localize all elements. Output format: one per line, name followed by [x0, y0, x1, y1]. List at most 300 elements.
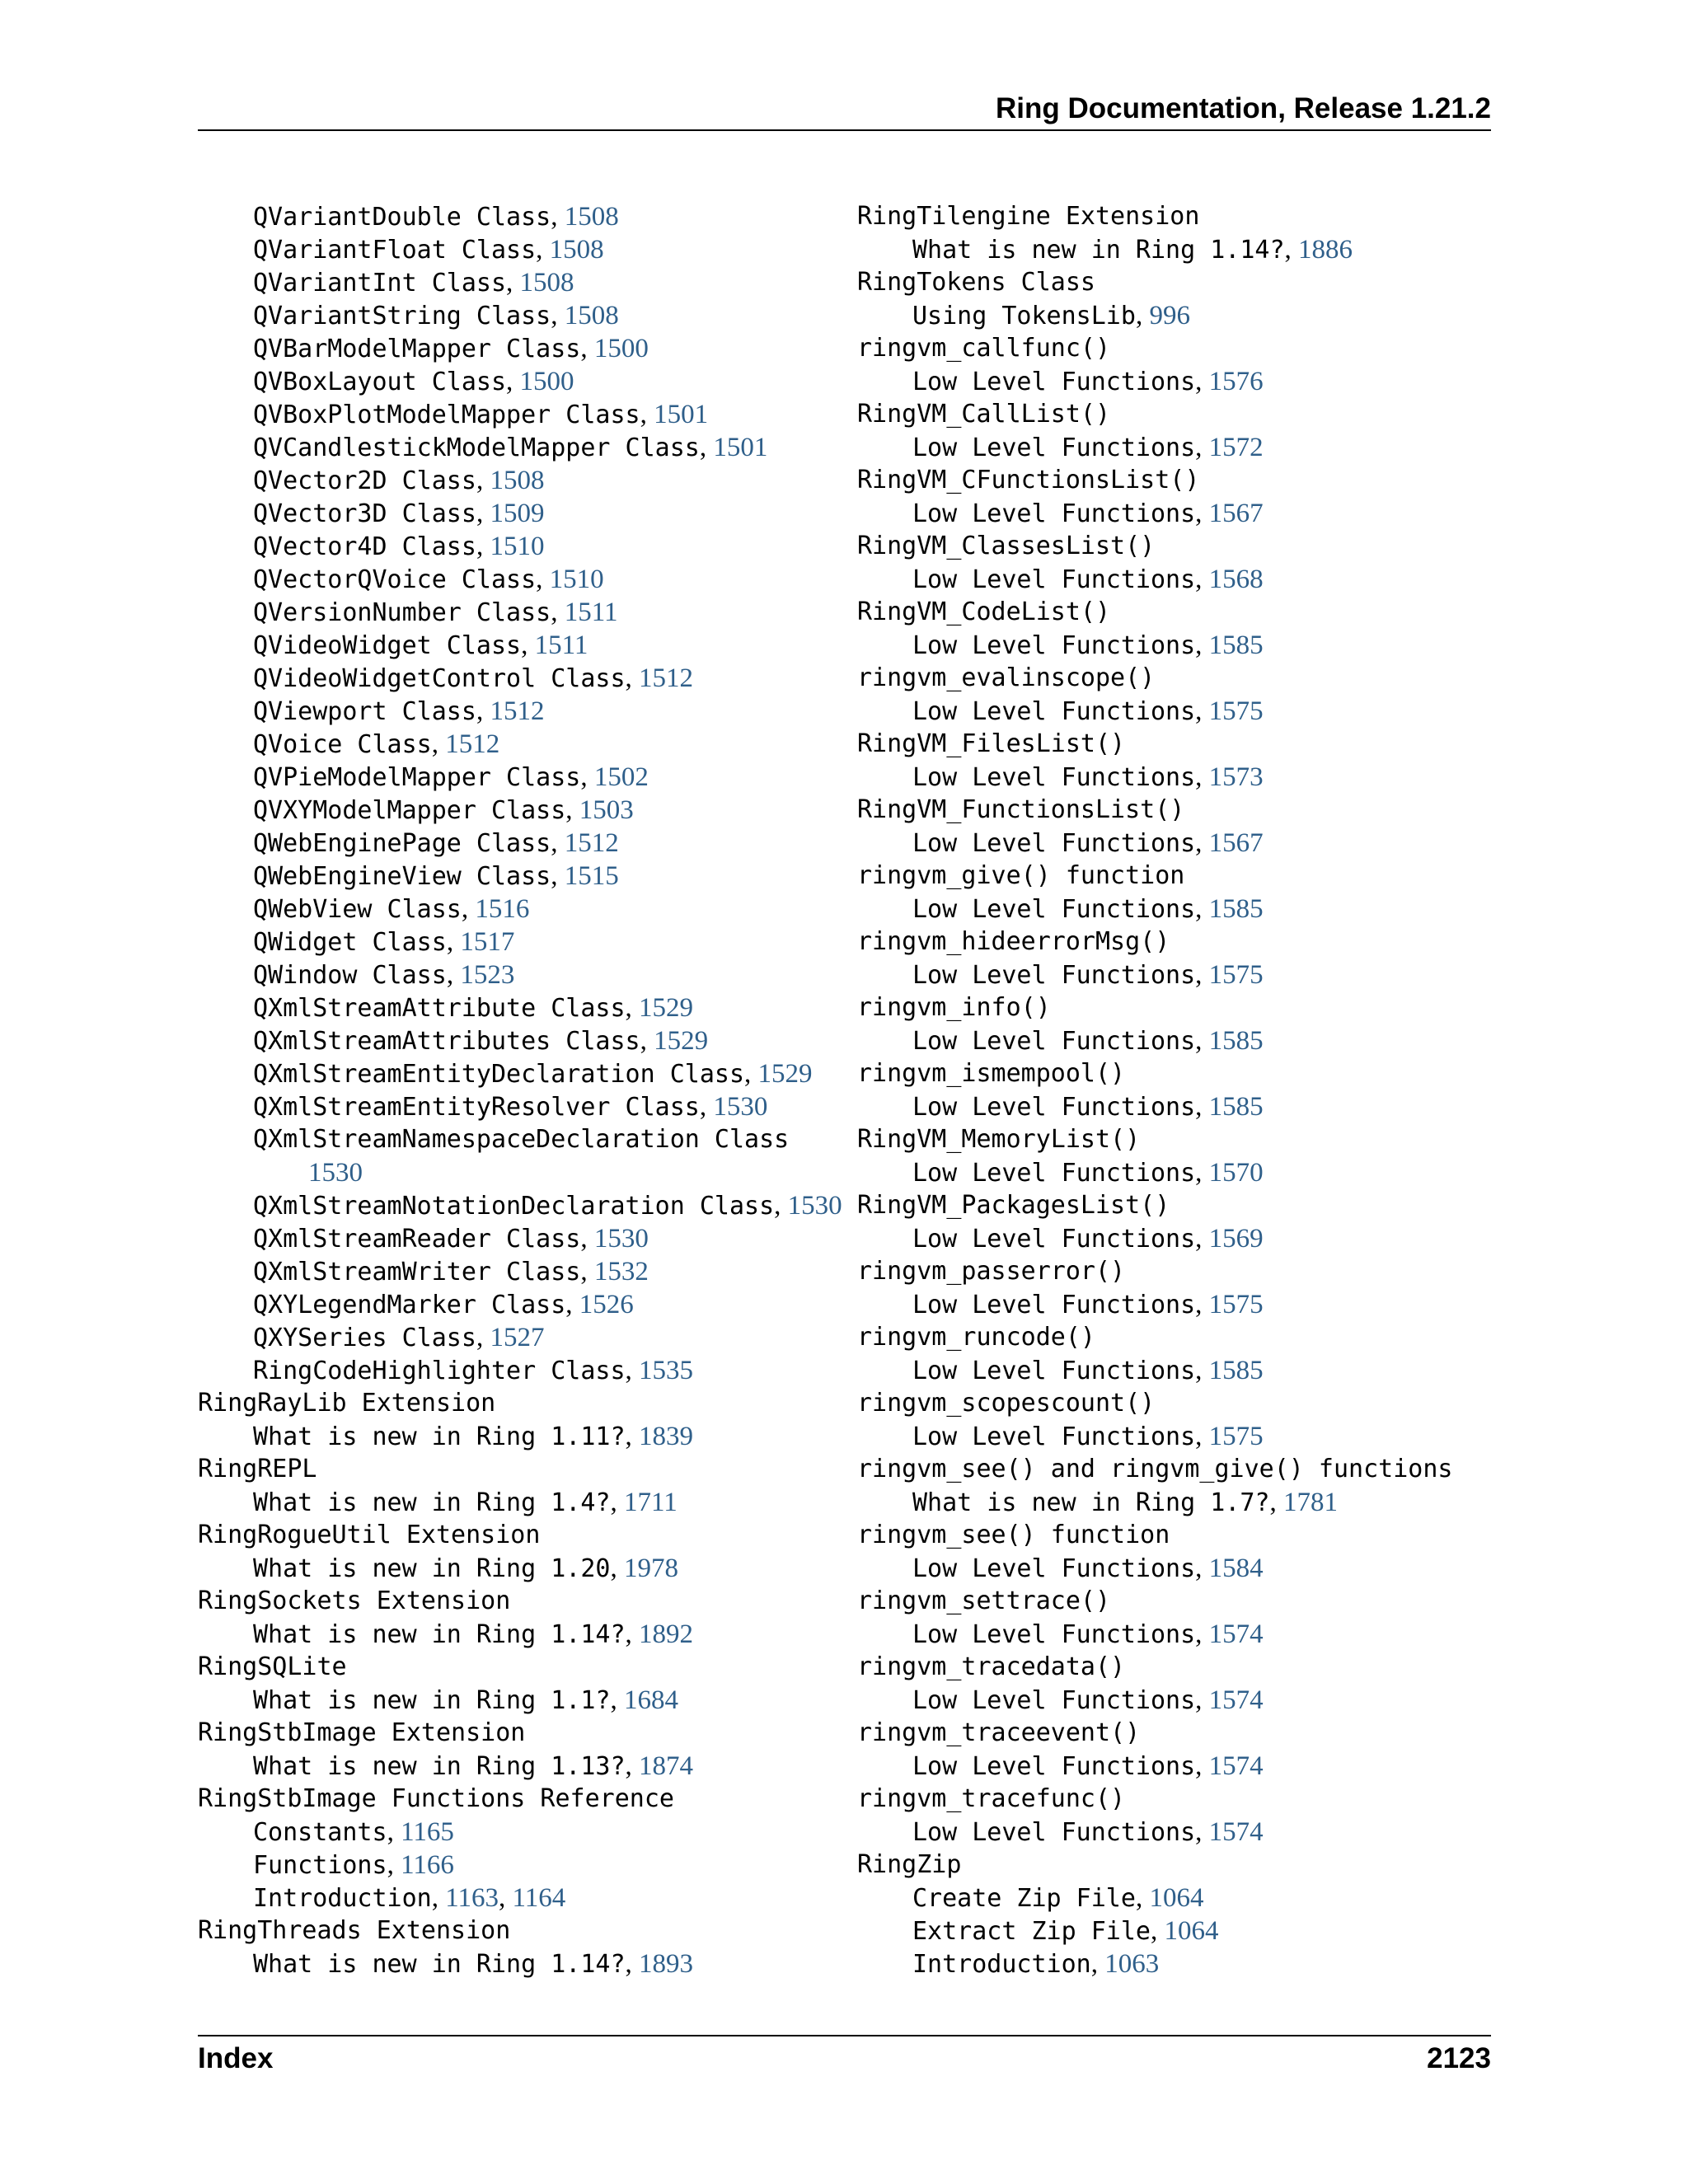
index-entry: [857, 1222, 1500, 1255]
index-term: QVector4D Class: [253, 532, 476, 561]
index-term: QVCandlestickModelMapper Class: [253, 434, 700, 462]
index-entry: [198, 1420, 841, 1453]
index-entry: [857, 991, 1500, 1024]
separator: ,: [476, 696, 490, 726]
index-term: QVectorQVoice Class: [253, 565, 537, 594]
index-entry: [857, 1123, 1500, 1156]
page-link[interactable]: 1530: [787, 1191, 842, 1221]
separator: ,: [431, 729, 446, 759]
page-link[interactable]: 1585: [1208, 1356, 1264, 1385]
page-link[interactable]: 1584: [1208, 1554, 1264, 1583]
separator: ,: [580, 334, 594, 363]
index-term: RingVM_ClassesList(): [857, 532, 1156, 560]
index-term: Extract Zip File: [912, 1917, 1151, 1946]
index-term: QXmlStreamReader Class: [253, 1225, 581, 1254]
page-link[interactable]: 1572: [1208, 433, 1264, 462]
page-link[interactable]: 1576: [1208, 367, 1264, 396]
index-entry: [198, 1123, 841, 1156]
index-entry: [857, 1387, 1500, 1420]
index-term: What is new in Ring 1.20: [253, 1554, 611, 1583]
index-term: ringvm_see() and ringvm_give() functions: [857, 1455, 1453, 1483]
index-entry: [198, 860, 841, 893]
separator: ,: [1195, 762, 1209, 792]
index-term: RingVM_CodeList(): [857, 598, 1111, 626]
index-term: ringvm_settrace(): [857, 1586, 1111, 1615]
index-term: Low Level Functions: [912, 1422, 1196, 1451]
separator: ,: [506, 367, 520, 396]
separator: ,: [565, 1290, 579, 1319]
index-term: QVariantDouble Class: [253, 203, 551, 232]
separator: ,: [1090, 1949, 1105, 1979]
index-term: QVector3D Class: [253, 499, 476, 528]
index-entry: [857, 1882, 1500, 1915]
index-entry: [198, 497, 841, 530]
page-link[interactable]: 1585: [1208, 894, 1264, 924]
page-link[interactable]: 1978: [623, 1554, 678, 1583]
page-link[interactable]: 1166: [401, 1850, 454, 1880]
index-entry: [198, 1057, 841, 1090]
index-term: QVector2D Class: [253, 466, 476, 495]
index-entry: [857, 893, 1500, 926]
separator: ,: [476, 466, 490, 495]
index-term: RingRogueUtil Extension: [198, 1521, 541, 1549]
index-entry: [857, 1420, 1500, 1453]
index-term: Low Level Functions: [912, 499, 1196, 528]
index-entry: [198, 1255, 841, 1288]
index-term: What is new in Ring 1.7?: [912, 1488, 1270, 1517]
page-link[interactable]: 1532: [593, 1257, 649, 1286]
footer-section-label: Index: [198, 2042, 274, 2074]
index-entry: [857, 629, 1500, 662]
separator: ,: [551, 861, 565, 891]
separator: ,: [699, 433, 714, 462]
index-entry: [198, 629, 841, 662]
index-entry: [857, 431, 1500, 464]
separator: ,: [580, 1224, 594, 1254]
page-link[interactable]: 1508: [519, 268, 574, 298]
page-link[interactable]: 1893: [639, 1949, 694, 1979]
index-entry: [198, 1354, 841, 1387]
index-term: QVersionNumber Class: [253, 598, 551, 627]
separator: ,: [1269, 1488, 1283, 1517]
index-term: Constants: [253, 1818, 387, 1847]
page-link[interactable]: 1509: [490, 499, 545, 528]
page-link[interactable]: 1165: [401, 1817, 454, 1847]
index-term: RingTilengine Extension: [857, 202, 1200, 231]
page-link[interactable]: 1508: [549, 235, 604, 265]
page-link[interactable]: 1064: [1149, 1883, 1204, 1913]
index-entry: [198, 1651, 841, 1684]
page-link[interactable]: 1574: [1208, 1751, 1264, 1781]
index-term: Low Level Functions: [912, 895, 1196, 924]
index-term: ringvm_ismempool(): [857, 1059, 1126, 1088]
separator: ,: [1150, 1916, 1165, 1946]
index-entry: [857, 1354, 1500, 1387]
page-link[interactable]: 1508: [564, 301, 619, 330]
page-link[interactable]: 1163: [445, 1883, 499, 1913]
page-link[interactable]: 1781: [1282, 1488, 1338, 1517]
page-link[interactable]: 1501: [713, 433, 768, 462]
index-entry: [198, 926, 841, 958]
index-term: ringvm_passerror(): [857, 1257, 1126, 1286]
index-entry: [198, 1552, 841, 1585]
separator: ,: [1135, 301, 1150, 330]
index-term: RingVM_MemoryList(): [857, 1125, 1141, 1154]
index-term: QVBoxPlotModelMapper Class: [253, 401, 640, 429]
page-link[interactable]: 1527: [490, 1323, 545, 1352]
page-link[interactable]: 1508: [564, 202, 619, 232]
separator: ,: [1195, 1422, 1209, 1451]
separator: ,: [387, 1850, 401, 1880]
separator: ,: [1195, 1026, 1209, 1056]
index-term: ringvm_runcode(): [857, 1323, 1095, 1352]
index-term: QVideoWidgetControl Class: [253, 664, 626, 693]
index-term: ringvm_hideerrorMsg(): [857, 927, 1170, 956]
page-link[interactable]: 1569: [1208, 1224, 1264, 1254]
index-entry: [198, 1024, 841, 1057]
index-entry: [857, 958, 1500, 991]
separator: ,: [744, 1059, 758, 1089]
separator: ,: [1195, 1685, 1209, 1715]
page-link[interactable]: 1523: [460, 960, 515, 990]
page-link[interactable]: 1575: [1208, 1422, 1264, 1451]
index-entry: [198, 1156, 841, 1189]
index-term: Low Level Functions: [912, 1291, 1196, 1319]
page-link[interactable]: 1516: [475, 894, 530, 924]
index-entry: [198, 563, 841, 596]
page-link[interactable]: 1512: [639, 663, 694, 693]
separator: ,: [625, 663, 640, 693]
separator: ,: [1195, 1751, 1209, 1781]
page-link[interactable]: 1574: [1208, 1619, 1264, 1649]
page-link[interactable]: 1508: [490, 466, 545, 495]
index-column-right: [857, 200, 1500, 1980]
separator: ,: [1195, 894, 1209, 924]
index-term: Low Level Functions: [912, 1093, 1196, 1122]
separator: ,: [625, 1949, 640, 1979]
index-term: Functions: [253, 1851, 387, 1880]
separator: ,: [476, 1323, 490, 1352]
index-entry: [857, 1189, 1500, 1222]
separator: ,: [551, 598, 565, 627]
index-term: QVBarModelMapper Class: [253, 335, 581, 363]
index-term: What is new in Ring 1.4?: [253, 1488, 611, 1517]
index-entry: [198, 1585, 841, 1618]
index-entry: [198, 1189, 841, 1222]
page-link[interactable]: 1503: [579, 795, 634, 825]
index-entry: [857, 1915, 1500, 1947]
page-link[interactable]: 1574: [1208, 1685, 1264, 1715]
index-term: ringvm_scopescount(): [857, 1389, 1156, 1418]
page-link[interactable]: 1530: [713, 1092, 768, 1122]
separator: ,: [1195, 565, 1209, 594]
index-entry: [857, 1618, 1500, 1651]
page-link[interactable]: 1530: [593, 1224, 649, 1254]
index-term: QVariantInt Class: [253, 269, 507, 298]
index-entry: [198, 1222, 841, 1255]
index-term: What is new in Ring 1.14?: [253, 1950, 626, 1979]
separator: ,: [506, 268, 520, 298]
index-entry: [857, 1024, 1500, 1057]
separator: ,: [610, 1685, 624, 1715]
page-link[interactable]: 1512: [445, 729, 500, 759]
page-link[interactable]: 1063: [1104, 1949, 1160, 1979]
index-term: QVideoWidget Class: [253, 631, 522, 660]
index-term: Using TokensLib: [912, 302, 1136, 330]
page-link[interactable]: 1573: [1208, 762, 1264, 792]
page-link[interactable]: 1684: [623, 1685, 678, 1715]
page-link[interactable]: 1711: [623, 1488, 678, 1517]
index-term: RingStbImage Functions Reference: [198, 1784, 674, 1813]
page-link[interactable]: 1575: [1208, 960, 1264, 990]
separator: ,: [1195, 499, 1209, 528]
index-entry: [857, 398, 1500, 431]
page-link[interactable]: 1517: [460, 927, 515, 957]
index-entry: [857, 1057, 1500, 1090]
page-link[interactable]: 1530: [308, 1158, 363, 1188]
index-entry: [857, 1585, 1500, 1618]
index-term: ringvm_tracedata(): [857, 1652, 1126, 1681]
index-term: ringvm_evalinscope(): [857, 663, 1156, 692]
index-entry: [198, 1849, 841, 1882]
index-entry: [857, 530, 1500, 563]
index-term: QVPieModelMapper Class: [253, 763, 581, 792]
page-link[interactable]: 1839: [639, 1422, 694, 1451]
index-entry: [857, 860, 1500, 893]
index-entry: [857, 563, 1500, 596]
index-term: QVXYModelMapper Class: [253, 796, 566, 825]
index-term: Low Level Functions: [912, 1752, 1196, 1781]
index-term: ringvm_tracefunc(): [857, 1784, 1126, 1813]
index-term: ringvm_info(): [857, 993, 1051, 1022]
page-link[interactable]: 1529: [757, 1059, 813, 1089]
page-link[interactable]: 1510: [490, 532, 545, 561]
index-term: QXmlStreamWriter Class: [253, 1258, 581, 1286]
page-link[interactable]: 1064: [1164, 1916, 1219, 1946]
index-entry: [857, 1288, 1500, 1321]
page-link[interactable]: 1502: [593, 762, 649, 792]
index-entry: [857, 1717, 1500, 1750]
separator: ,: [565, 795, 579, 825]
index-entry: [198, 332, 841, 365]
separator: ,: [476, 499, 490, 528]
separator: ,: [610, 1554, 624, 1583]
index-term: What is new in Ring 1.13?: [253, 1752, 626, 1781]
separator: ,: [536, 565, 550, 594]
index-entry: [857, 1090, 1500, 1123]
index-term: Low Level Functions: [912, 368, 1196, 396]
index-entry: [198, 431, 841, 464]
separator: ,: [1195, 696, 1209, 726]
page-link[interactable]: 1510: [549, 565, 604, 594]
page-link[interactable]: 1575: [1208, 696, 1264, 726]
page-link[interactable]: 1515: [564, 861, 619, 891]
index-term: Low Level Functions: [912, 1027, 1196, 1056]
index-entry: [857, 794, 1500, 827]
page-link[interactable]: 1529: [654, 1026, 709, 1056]
page-link[interactable]: 1511: [564, 598, 618, 627]
index-term: Low Level Functions: [912, 631, 1196, 660]
page-link[interactable]: 1567: [1208, 828, 1264, 858]
index-entry: [857, 1321, 1500, 1354]
index-entry: [198, 365, 841, 398]
separator: ,: [476, 532, 490, 561]
page-link[interactable]: 1164: [512, 1883, 566, 1913]
index-term: QViewport Class: [253, 697, 476, 726]
index-entry: [857, 1255, 1500, 1288]
index-term: Low Level Functions: [912, 1554, 1196, 1583]
separator: ,: [1195, 1356, 1209, 1385]
index-entry: [198, 1915, 841, 1947]
index-entry: [198, 991, 841, 1024]
index-term: RingThreads Extension: [198, 1916, 511, 1945]
separator: ,: [580, 1257, 594, 1286]
separator: ,: [1195, 1290, 1209, 1319]
page-link[interactable]: 1585: [1208, 1026, 1264, 1056]
page-link[interactable]: 1512: [564, 828, 619, 858]
index-term: Low Level Functions: [912, 1686, 1196, 1715]
page-link[interactable]: 1512: [490, 696, 545, 726]
footer-rule: [198, 2035, 1491, 2036]
index-entry: [198, 728, 841, 761]
index-entry: [198, 1816, 841, 1849]
index-term: RingVM_PackagesList(): [857, 1191, 1170, 1220]
index-term: QXmlStreamNotationDeclaration Class: [253, 1192, 775, 1221]
index-entry: [198, 761, 841, 794]
page-link[interactable]: 1585: [1208, 630, 1264, 660]
index-term: Low Level Functions: [912, 1620, 1196, 1649]
index-term: Low Level Functions: [912, 434, 1196, 462]
index-term: QXmlStreamNamespaceDeclaration Class: [253, 1125, 790, 1154]
index-entry: [857, 761, 1500, 794]
footer-page-number: 2123: [1427, 2042, 1491, 2074]
index-term: QXmlStreamEntityDeclaration Class: [253, 1060, 745, 1089]
index-entry: [198, 1288, 841, 1321]
index-entry: [857, 1486, 1500, 1519]
page-link[interactable]: 1500: [593, 334, 649, 363]
separator: ,: [580, 762, 594, 792]
separator: ,: [640, 400, 654, 429]
page-link[interactable]: 1500: [519, 367, 574, 396]
index-term: Low Level Functions: [912, 763, 1196, 792]
separator: ,: [1284, 235, 1299, 265]
page-link[interactable]: 1511: [534, 630, 588, 660]
index-term: RingZip: [857, 1850, 962, 1879]
page-link[interactable]: 1570: [1208, 1158, 1264, 1188]
index-term: Low Level Functions: [912, 1818, 1196, 1847]
index-term: ringvm_give() function: [857, 861, 1185, 890]
index-term: Low Level Functions: [912, 829, 1196, 858]
index-entry: [198, 398, 841, 431]
separator: ,: [499, 1883, 513, 1913]
index-term: QWidget Class: [253, 928, 447, 957]
separator: ,: [431, 1883, 446, 1913]
index-term: RingVM_CallList(): [857, 400, 1111, 429]
index-entry: [198, 827, 841, 860]
page-link[interactable]: 1874: [639, 1751, 694, 1781]
separator: ,: [387, 1817, 401, 1847]
index-term: QWebEnginePage Class: [253, 829, 551, 858]
index-entry: [198, 1090, 841, 1123]
index-term: QVariantFloat Class: [253, 236, 537, 265]
page-link[interactable]: 1567: [1208, 499, 1264, 528]
separator: ,: [461, 894, 476, 924]
index-entry: [857, 728, 1500, 761]
index-term: QXmlStreamAttributes Class: [253, 1027, 640, 1056]
index-entry: [198, 1519, 841, 1552]
index-term: RingVM_CFunctionsList(): [857, 466, 1200, 494]
index-term: RingVM_FunctionsList(): [857, 795, 1185, 824]
index-entry: [198, 464, 841, 497]
separator: ,: [551, 828, 565, 858]
index-entry: [857, 662, 1500, 695]
index-entry: [857, 200, 1500, 233]
separator: ,: [625, 1619, 640, 1649]
index-entry: [198, 266, 841, 299]
index-entry: [198, 530, 841, 563]
index-entry: [857, 299, 1500, 332]
page-link[interactable]: 1535: [639, 1356, 694, 1385]
page-link[interactable]: 1574: [1208, 1817, 1264, 1847]
index-entry: [198, 596, 841, 629]
page-link[interactable]: 1585: [1208, 1092, 1264, 1122]
separator: ,: [536, 235, 550, 265]
page-link[interactable]: 1526: [579, 1290, 634, 1319]
index-term: QWebView Class: [253, 895, 462, 924]
index-entry: [198, 1717, 841, 1750]
index-entry: [198, 695, 841, 728]
index-term: Introduction: [912, 1950, 1091, 1979]
separator: ,: [1195, 828, 1209, 858]
index-entry: [198, 1783, 841, 1816]
index-term: Low Level Functions: [912, 1225, 1196, 1254]
separator: ,: [625, 1422, 640, 1451]
index-entry: [198, 794, 841, 827]
separator: ,: [1195, 367, 1209, 396]
index-entry: [857, 926, 1500, 958]
index-term: RingREPL: [198, 1455, 317, 1483]
index-term: Low Level Functions: [912, 1159, 1196, 1188]
index-entry: [857, 1684, 1500, 1717]
page-link[interactable]: 1892: [639, 1619, 694, 1649]
index-term: RingTokens Class: [857, 268, 1095, 297]
page-link[interactable]: 996: [1149, 301, 1190, 330]
index-term: QVoice Class: [253, 730, 432, 759]
index-entry: [198, 299, 841, 332]
index-term: RingVM_FilesList(): [857, 729, 1126, 758]
separator: ,: [1195, 960, 1209, 990]
separator: ,: [1195, 433, 1209, 462]
separator: ,: [551, 202, 565, 232]
separator: ,: [1195, 1619, 1209, 1649]
index-entry: [198, 233, 841, 266]
index-entry: [198, 1618, 841, 1651]
index-term: QWebEngineView Class: [253, 862, 551, 891]
index-entry: [857, 1156, 1500, 1189]
index-entry: [198, 200, 841, 233]
separator: ,: [625, 1751, 640, 1781]
page-link[interactable]: 1886: [1298, 235, 1353, 265]
page-link[interactable]: 1575: [1208, 1290, 1264, 1319]
index-term: QVariantString Class: [253, 302, 551, 330]
page-link[interactable]: 1529: [639, 993, 694, 1023]
index-entry: [198, 1486, 841, 1519]
index-entry: [198, 1750, 841, 1783]
page-link[interactable]: 1568: [1208, 565, 1264, 594]
index-entry: [857, 1552, 1500, 1585]
page-link[interactable]: 1501: [654, 400, 709, 429]
index-entry: [857, 1651, 1500, 1684]
